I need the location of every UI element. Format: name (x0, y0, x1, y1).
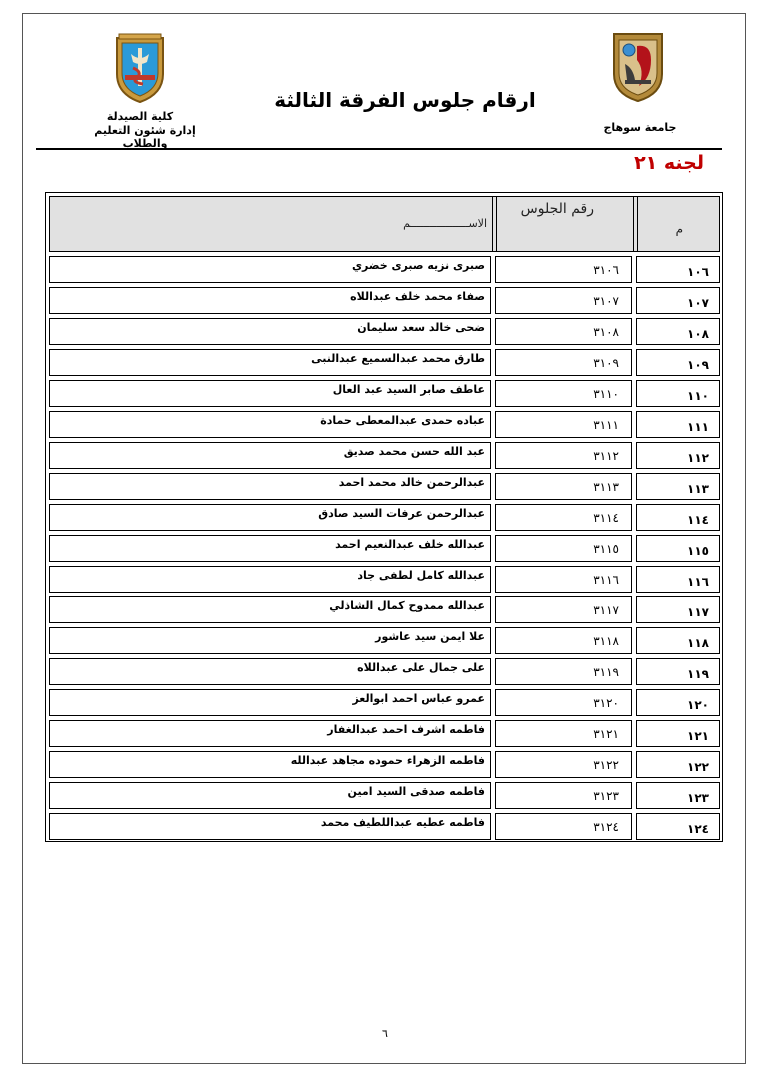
student-name: عبدالله ممدوح كمال الشاذلي (329, 599, 485, 613)
table-row (49, 411, 720, 438)
serial-number: ١٠٩ (687, 357, 709, 372)
serial-number: ١٠٧ (687, 295, 709, 310)
name-cell (49, 504, 491, 531)
serial-cell (636, 566, 720, 593)
committee-label: لجنه ٢١ (634, 152, 704, 174)
name-cell (49, 256, 491, 283)
seat-cell (495, 256, 632, 283)
seat-cell (495, 720, 632, 747)
seat-number: ٣١١٥ (593, 541, 619, 556)
pharmacy-crest-icon (113, 32, 167, 104)
student-name: عبدالله كامل لطفى جاد (357, 568, 485, 582)
university-name: جامعة سوهاج (603, 121, 677, 134)
header-divider-line (633, 197, 634, 251)
seat-number: ٣١٠٦ (593, 263, 619, 277)
table-row (49, 720, 720, 747)
student-name: عاطف صابر السيد عبد العال (332, 382, 485, 396)
name-cell (49, 287, 491, 314)
name-cell (49, 535, 491, 562)
student-name: على جمال على عبداللاه (357, 661, 485, 675)
serial-number: ١٢٠ (687, 698, 709, 713)
seat-number: ٣١١٧ (593, 603, 619, 618)
seat-number: ٣١١٣ (593, 479, 619, 494)
seat-number: ٣١١٨ (593, 634, 619, 649)
seat-number: ٣١١٩ (593, 665, 619, 680)
serial-number: ١١٢ (687, 450, 709, 465)
page-title: ارقام جلوس الفرقة الثالثة (274, 88, 536, 112)
name-cell (49, 782, 491, 809)
header-divider-line (637, 197, 638, 251)
seat-number: ٣١٢٠ (593, 696, 619, 711)
name-cell (49, 318, 491, 345)
serial-number: ١١٠ (687, 388, 709, 403)
name-cell (49, 720, 491, 747)
serial-cell (636, 380, 720, 407)
seat-cell (495, 782, 632, 809)
seat-number: ٣١٢٣ (593, 789, 619, 804)
seat-cell (495, 349, 632, 376)
serial-cell (636, 349, 720, 376)
serial-cell (636, 473, 720, 500)
seat-number: ٣١١٠ (593, 386, 619, 401)
serial-number: ١٠٨ (687, 326, 709, 341)
student-name: ضحى خالد سعد سليمان (357, 320, 485, 334)
student-name: عبدالرحمن خالد محمد احمد (338, 475, 485, 489)
seat-cell (495, 287, 632, 314)
seat-number: ٣١١٦ (593, 572, 619, 587)
name-cell (49, 751, 491, 778)
table-row (49, 782, 720, 809)
serial-cell (636, 287, 720, 314)
name-cell (49, 627, 491, 654)
serial-number: ١٢١ (687, 729, 709, 744)
serial-cell (636, 442, 720, 469)
name-cell (49, 349, 491, 376)
header-divider-line (492, 197, 493, 251)
seat-cell (495, 504, 632, 531)
serial-cell (636, 720, 720, 747)
table-row (49, 596, 720, 623)
header-divider (36, 148, 722, 150)
table-row (49, 318, 720, 345)
seat-number: ٣١٠٩ (593, 355, 619, 370)
column-header-number: م (675, 222, 683, 236)
seat-number: ٣١١٢ (593, 448, 619, 463)
seat-number: ٣١٢٤ (593, 820, 619, 835)
student-name: فاطمه اشرف احمد عبدالغفار (327, 723, 485, 737)
header-divider-line (496, 197, 497, 251)
table-row (49, 627, 720, 654)
serial-number: ١١١ (687, 419, 709, 434)
seat-number: ٣١٢١ (593, 727, 619, 742)
name-cell (49, 411, 491, 438)
student-name: عبدالرحمن عرفات السيد صادق (318, 506, 485, 520)
seat-cell (495, 751, 632, 778)
table-row (49, 751, 720, 778)
student-name: صفاء محمد خلف عبداللاه (350, 289, 485, 303)
seat-cell (495, 411, 632, 438)
name-cell (49, 380, 491, 407)
table-row (49, 380, 720, 407)
table-row (49, 658, 720, 685)
seat-cell (495, 380, 632, 407)
name-cell (49, 596, 491, 623)
faculty-name: كلية الصيدلة (106, 110, 174, 123)
table-row (49, 256, 720, 283)
table-row (49, 442, 720, 469)
serial-number: ١١٥ (687, 543, 709, 558)
seat-number: ٣١٠٨ (593, 324, 619, 339)
seat-cell (495, 442, 632, 469)
table-row (49, 813, 720, 840)
seat-cell (495, 813, 632, 840)
serial-number: ١١٨ (687, 636, 709, 651)
university-crest-icon (611, 30, 665, 102)
seat-number: ٣١١٤ (593, 510, 619, 525)
student-name: فاطمه صدقى السيد امين (347, 785, 485, 799)
serial-number: ١١٧ (687, 605, 709, 620)
student-name: صبرى نزيه صبرى خضري (351, 259, 485, 272)
name-cell (49, 689, 491, 716)
seat-number: ٣١١١ (593, 417, 619, 432)
serial-number: ١١٦ (687, 574, 709, 589)
student-name: طارق محمد عبدالسميع عبدالنبى (311, 351, 485, 365)
student-name: عبدالله خلف عبدالنعيم احمد (335, 537, 485, 551)
serial-number: ١٢٤ (687, 822, 709, 837)
serial-cell (636, 751, 720, 778)
student-name: عبد الله حسن محمد صديق (343, 444, 485, 458)
serial-cell (636, 813, 720, 840)
table-row (49, 473, 720, 500)
student-name: فاطمه الزهراء حموده مجاهد عبدالله (290, 754, 485, 768)
serial-cell (636, 535, 720, 562)
name-cell (49, 658, 491, 685)
serial-number: ١١٩ (687, 667, 709, 682)
serial-cell (636, 627, 720, 654)
serial-cell (636, 782, 720, 809)
column-header-name: الاســــــــــــــــــم (403, 217, 487, 230)
serial-cell (636, 658, 720, 685)
seat-number: ٣١٠٧ (593, 293, 619, 308)
seat-cell (495, 596, 632, 623)
table-row (49, 287, 720, 314)
serial-cell (636, 411, 720, 438)
seat-cell (495, 535, 632, 562)
name-cell (49, 442, 491, 469)
serial-number: ١٢٣ (687, 791, 709, 806)
seat-cell (495, 473, 632, 500)
serial-number: ١٠٦ (687, 265, 709, 279)
seat-cell (495, 689, 632, 716)
student-name: عمرو عباس احمد ابوالعز (352, 692, 485, 706)
serial-number: ١٢٢ (687, 760, 709, 775)
page-number: ٦ (382, 1027, 388, 1040)
seat-number: ٣١٢٢ (593, 758, 619, 773)
table-row (49, 349, 720, 376)
name-cell (49, 473, 491, 500)
serial-number: ١١٤ (687, 512, 709, 527)
table-row (49, 689, 720, 716)
table-row (49, 535, 720, 562)
name-cell (49, 813, 491, 840)
serial-cell (636, 689, 720, 716)
seat-cell (495, 566, 632, 593)
department-name: إدارة شئون التعليم والطلاب (94, 124, 196, 150)
student-name: عباده حمدى عبدالمعطى حمادة (320, 413, 485, 427)
serial-cell (636, 318, 720, 345)
table-row (49, 566, 720, 593)
seat-cell (495, 318, 632, 345)
column-header-seat: رقم الجلوس (520, 201, 594, 217)
seat-cell (495, 627, 632, 654)
student-name: علا ايمن سيد عاشور (375, 630, 485, 644)
serial-number: ١١٣ (687, 481, 709, 496)
seat-cell (495, 658, 632, 685)
serial-cell (636, 256, 720, 283)
student-name: فاطمه عطيه عبداللطيف محمد (320, 816, 485, 830)
table-row (49, 504, 720, 531)
name-cell (49, 566, 491, 593)
serial-cell (636, 596, 720, 623)
table-header (49, 196, 720, 252)
serial-cell (636, 504, 720, 531)
